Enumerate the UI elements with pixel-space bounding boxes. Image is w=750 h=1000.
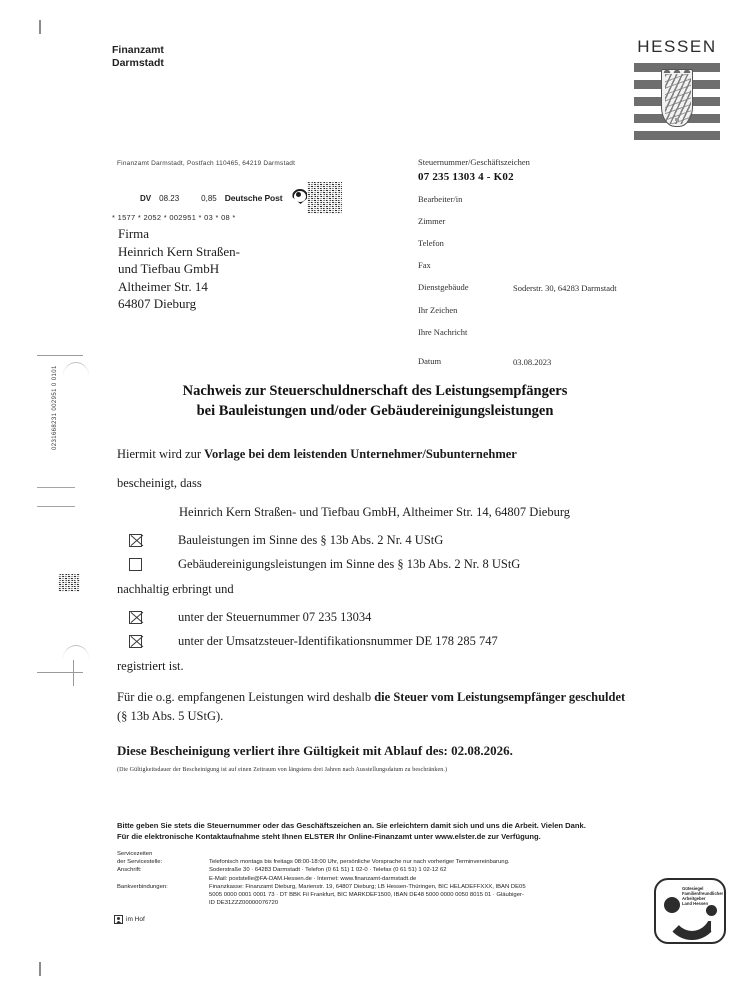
footer-service-hours: Telefonisch montags bis freitags 08:00-18:00 Uhr, persönliche Vorsprache nur nach vorheriger Terminvereinbarung. bbox=[209, 859, 510, 866]
parking-label: im Hof bbox=[126, 916, 145, 923]
checkbox-steuernummer[interactable] bbox=[129, 611, 142, 624]
footer-service-key bbox=[117, 850, 209, 866]
office-name-line1: Finanzamt bbox=[112, 44, 164, 56]
intro-paragraph bbox=[117, 446, 657, 463]
document-body bbox=[117, 446, 657, 779]
checkbox-gebaeudereinigung[interactable] bbox=[129, 558, 142, 571]
footer-address-line1: Soderstraße 30 · 64283 Darmstadt · Telefon (0 61 51) 1 02-0 · Telefax (0 61 51) 1 02-12 62 bbox=[209, 867, 447, 874]
seal-text-line3: Arbeitgeber bbox=[682, 896, 706, 901]
margin-rule-lower bbox=[37, 506, 75, 507]
field-row-ihr-zeichen bbox=[418, 306, 718, 315]
postage-brand: Deutsche Post bbox=[224, 193, 283, 203]
crest-lion-icon bbox=[665, 74, 691, 124]
field-label: Ihre Nachricht bbox=[418, 327, 468, 337]
field-row-telefon bbox=[418, 239, 718, 248]
checkbox-label: Gebäudereinigungsleistungen im Sinne des § 13b Abs. 2 Nr. 8 UStG bbox=[178, 557, 521, 571]
postage-indicia bbox=[140, 188, 305, 203]
mid-text: nachhaltig erbringt und bbox=[117, 582, 234, 596]
steuernummer-value: 07 235 1303 4 - K02 bbox=[418, 170, 514, 183]
footer-note-line2: Für die elektronische Kontaktaufnahme steht Ihnen ELSTER Ihr Online-Finanzamt unter www.elster.de zur Verfügung. bbox=[117, 832, 541, 841]
punch-arc-upper bbox=[63, 362, 89, 376]
field-row-datum bbox=[418, 357, 718, 367]
fold-mark-upper bbox=[37, 355, 83, 356]
liability-bold: die Steuer vom Leistungsempfänger geschuldet bbox=[374, 690, 626, 704]
registration-tick-bottom bbox=[39, 962, 41, 976]
validity-notice: Diese Bescheinigung verliert ihre Gültigkeit mit Ablauf des: 02.08.2026. bbox=[117, 743, 513, 758]
validity-fineprint: (Die Gültigkeitsdauer der Bescheinigung ist auf einen Zeitraum von längstens drei Jahren nach Ausstellungsdatum zu beschränken.) bbox=[117, 767, 448, 773]
footer-address-row bbox=[117, 866, 637, 882]
field-row-fax bbox=[418, 261, 718, 270]
datamatrix-barcode-margin bbox=[58, 574, 80, 592]
checkbox-label: Bauleistungen im Sinne des § 13b Abs. 2 Nr. 4 UStG bbox=[178, 533, 444, 547]
steuernummer-label: Steuernummer/Geschäftszeichen bbox=[418, 157, 530, 167]
liability-suffix: (§ 13b Abs. 5 UStG). bbox=[117, 709, 224, 723]
intro-bold: Vorlage bei dem leistenden Unternehmer/Subunternehmer bbox=[204, 447, 517, 461]
checkbox-row-ustid[interactable] bbox=[117, 634, 657, 649]
checkbox-row-gebaeudereinigung[interactable] bbox=[117, 557, 657, 572]
hessen-crest bbox=[632, 61, 722, 139]
postage-price: 0,85 bbox=[201, 194, 217, 203]
footer-service-row bbox=[117, 850, 637, 866]
recipient-line: und Tiefbau GmbH bbox=[118, 261, 220, 276]
footer-note-line1: Bitte geben Sie stets die Steuernummer oder das Geschäftszeichen an. Sie erleichtern damit sich und uns die Arbeit. Vielen Dank. bbox=[117, 821, 586, 830]
recipient-line: Firma bbox=[118, 226, 150, 241]
seal-text-line1: Gütesiegel bbox=[682, 886, 704, 891]
seal-text-line2: Familienfreundlicher bbox=[682, 891, 724, 896]
postage-dv-label: DV bbox=[140, 194, 152, 203]
seal-smile-icon bbox=[664, 910, 720, 940]
recipient-line: Heinrich Kern Straßen- bbox=[118, 243, 241, 259]
registered-text: registriert ist. bbox=[117, 659, 184, 673]
checkbox-ustid[interactable] bbox=[129, 635, 142, 648]
fold-mark-lower-vertical bbox=[73, 660, 74, 686]
footer-contact-block bbox=[117, 850, 637, 907]
footer-service-key-line2: der Servicestelle: bbox=[117, 859, 163, 866]
margin-vertical-code: 0231668231 002951 0 0101 bbox=[52, 365, 58, 450]
office-name bbox=[112, 44, 164, 69]
field-label: Dienstgebäude bbox=[418, 281, 469, 292]
postage-dv-date: 08.23 bbox=[159, 194, 180, 203]
seal-text-line4: Land Hessen bbox=[682, 901, 709, 906]
footer-bank-row bbox=[117, 883, 637, 908]
recipient-line: 64807 Dieburg bbox=[118, 296, 197, 311]
mailing-reference-code: * 1577 * 2052 * 002951 * 03 * 08 * bbox=[112, 213, 236, 222]
hessen-state-logo bbox=[632, 38, 722, 139]
checkbox-label: unter der Steuernummer 07 235 13034 bbox=[178, 610, 372, 624]
registration-tick-top bbox=[39, 20, 41, 34]
crest-base-mark bbox=[675, 118, 679, 121]
field-row-zimmer bbox=[418, 217, 718, 226]
page-title bbox=[0, 381, 750, 421]
liability-paragraph bbox=[117, 689, 657, 706]
sender-return-address: Finanzamt Darmstadt, Postfach 110465, 64219 Darmstadt bbox=[117, 160, 296, 167]
parking-info bbox=[114, 915, 145, 924]
recipient-line: Altheimer Str. 14 bbox=[118, 278, 208, 294]
page-title-line2: bei Bauleistungen und/oder Gebäudereinigungsleistungen bbox=[196, 403, 554, 419]
liability-prefix: Für die o.g. empfangenen Leistungen wird deshalb bbox=[117, 690, 375, 704]
field-value: Soderstr. 30, 64283 Darmstadt bbox=[513, 282, 617, 293]
office-name-line2: Darmstadt bbox=[112, 56, 164, 69]
footer-bank-line2: 5005 0000 0001 0001 73 · DT BBK Fil Frankfurt, BIC MARKDEF1500, IBAN DE48 5000 0000 0050 8015 01 · Gläubiger- bbox=[209, 892, 524, 899]
footer-bank-line1: Finanzkasse: Finanzamt Dieburg, Marienstr. 19, 64807 Dieburg; LB Hessen-Thüringen, BIC HELADEFFXXX, IBAN DE05 bbox=[209, 883, 526, 890]
footer-service-key-line1: Servicezeiten bbox=[117, 851, 153, 857]
field-row-bearbeiter bbox=[418, 195, 718, 204]
field-label: Fax bbox=[418, 259, 431, 270]
parking-icon bbox=[114, 915, 123, 924]
footer-address-key: Anschrift: bbox=[117, 867, 142, 874]
footer-bank-key: Bankverbindungen: bbox=[117, 883, 168, 890]
field-row-ihre-nachricht bbox=[418, 328, 718, 337]
field-label: Zimmer bbox=[418, 215, 446, 226]
checkbox-row-bauleistungen[interactable] bbox=[117, 533, 657, 548]
field-label: Bearbeiter/in bbox=[418, 193, 463, 204]
fold-mark-lower bbox=[37, 672, 83, 673]
field-label: Telefon bbox=[418, 237, 444, 248]
page-title-line1: Nachweis zur Steuerschuldnerschaft des Leistungsempfängers bbox=[182, 383, 568, 399]
footer-bank-line3: ID DE31ZZZ00000076720 bbox=[209, 900, 279, 907]
certified-company: Heinrich Kern Straßen- und Tiefbau GmbH, Altheimer Str. 14, 64807 Dieburg bbox=[179, 505, 571, 519]
family-friendly-employer-seal bbox=[654, 878, 726, 944]
field-row-dienstgebaeude bbox=[418, 283, 718, 293]
field-label: Ihr Zeichen bbox=[418, 305, 458, 315]
intro-second-line: bescheinigt, dass bbox=[117, 476, 202, 490]
date-label: Datum bbox=[418, 355, 442, 366]
footer-note bbox=[117, 820, 697, 842]
footer-service-value bbox=[209, 850, 637, 866]
datamatrix-barcode-postage bbox=[307, 182, 342, 214]
intro-prefix: Hiermit wird zur bbox=[117, 447, 205, 461]
margin-rule-upper bbox=[37, 487, 75, 488]
recipient-address bbox=[118, 225, 240, 313]
crest-stripe bbox=[634, 131, 720, 140]
checkbox-bauleistungen[interactable] bbox=[129, 534, 142, 547]
checkbox-label: unter der Umsatzsteuer-Identifikationsnummer DE 178 285 747 bbox=[178, 634, 498, 648]
post-horn-icon bbox=[292, 188, 305, 201]
hessen-wordmark: HESSEN bbox=[637, 37, 717, 56]
footer-bank-value bbox=[209, 883, 637, 908]
punch-arc-lower bbox=[63, 645, 89, 659]
footer-address-value bbox=[209, 866, 637, 882]
checkbox-row-steuernummer[interactable] bbox=[117, 610, 657, 625]
case-details-block bbox=[418, 158, 718, 367]
footer-address-line2: E-Mail: poststelle@FA-DAM.Hessen.de · Internet: www.finanzamt-darmstadt.de bbox=[209, 875, 417, 882]
date-value: 03.08.2023 bbox=[513, 356, 552, 367]
crest-crown-icon bbox=[662, 66, 692, 73]
seal-text bbox=[682, 886, 726, 906]
